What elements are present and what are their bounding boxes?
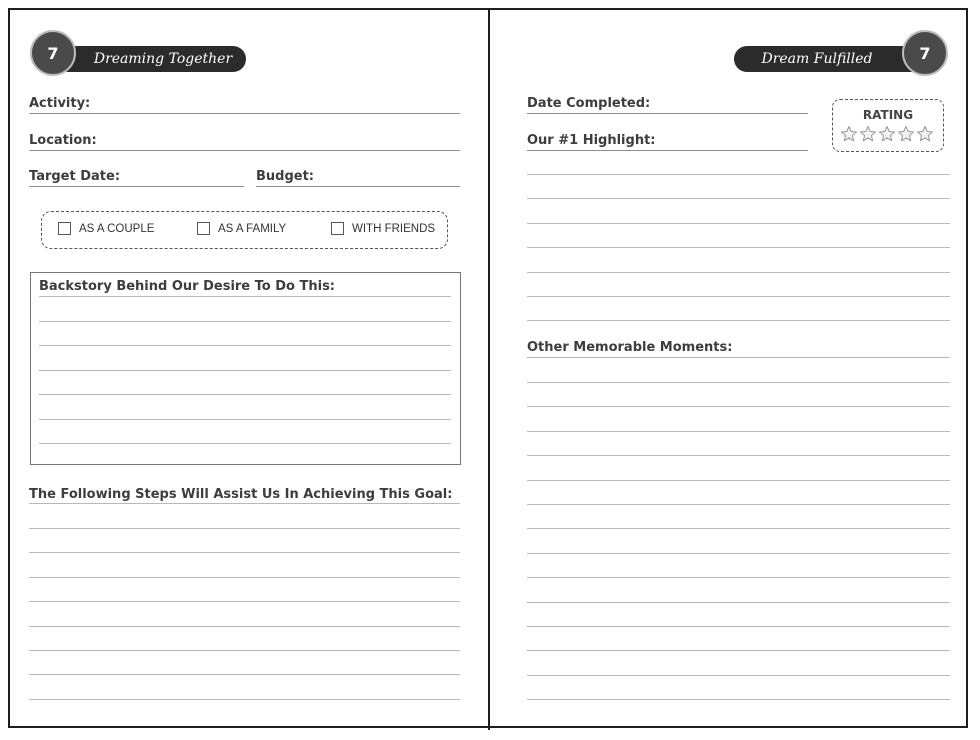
target-date-line[interactable]	[29, 186, 244, 187]
writing-line[interactable]	[29, 528, 460, 529]
writing-line[interactable]	[527, 406, 950, 407]
as-a-family-label: AS A FAMILY	[218, 223, 287, 235]
location-label: Location:	[29, 133, 97, 148]
with-friends-checkbox[interactable]	[331, 222, 344, 235]
left-banner	[66, 46, 246, 72]
writing-line[interactable]	[527, 382, 950, 383]
writing-line[interactable]	[39, 394, 451, 395]
star-icon[interactable]	[859, 125, 877, 143]
writing-line[interactable]	[29, 601, 460, 602]
writing-line[interactable]	[29, 674, 460, 675]
budget-line[interactable]	[256, 186, 460, 187]
left-banner-title: Dreaming Together	[93, 51, 233, 67]
writing-line[interactable]	[527, 296, 950, 297]
writing-line[interactable]	[527, 247, 950, 248]
date-completed-label: Date Completed:	[527, 96, 651, 111]
location-line[interactable]	[29, 150, 460, 151]
writing-line[interactable]	[39, 296, 451, 297]
activity-label: Activity:	[29, 96, 91, 111]
writing-line[interactable]	[527, 577, 950, 578]
writing-line[interactable]	[527, 553, 950, 554]
budget-label: Budget:	[256, 169, 315, 184]
backstory-heading: Backstory Behind Our Desire To Do This:	[39, 279, 336, 294]
highlight-label: Our #1 Highlight:	[527, 133, 656, 148]
right-banner-title: Dream Fulfilled	[761, 51, 873, 67]
writing-line[interactable]	[29, 626, 460, 627]
writing-line[interactable]	[527, 650, 950, 651]
backstory-box	[30, 272, 461, 465]
writing-line[interactable]	[39, 321, 451, 322]
writing-line[interactable]	[29, 650, 460, 651]
date-completed-line[interactable]	[527, 113, 808, 114]
writing-line[interactable]	[527, 504, 950, 505]
writing-line[interactable]	[527, 528, 950, 529]
writing-line[interactable]	[39, 370, 451, 371]
writing-line[interactable]	[527, 357, 950, 358]
rating-title: RATING	[862, 108, 914, 122]
right-page-number: 7	[902, 30, 948, 76]
right-banner	[734, 46, 914, 72]
writing-line[interactable]	[29, 552, 460, 553]
activity-line[interactable]	[29, 113, 460, 114]
left-page-number: 7	[30, 30, 76, 76]
writing-line[interactable]	[527, 174, 950, 175]
writing-line[interactable]	[527, 455, 950, 456]
highlight-line[interactable]	[527, 150, 808, 151]
as-a-couple-label: AS A COUPLE	[79, 223, 155, 235]
with-friends-label: WITH FRIENDS	[352, 223, 436, 235]
target-date-label: Target Date:	[29, 169, 121, 184]
writing-line[interactable]	[39, 345, 451, 346]
writing-line[interactable]	[527, 480, 950, 481]
writing-line[interactable]	[527, 675, 950, 676]
writing-line[interactable]	[29, 577, 460, 578]
star-icon[interactable]	[897, 125, 915, 143]
memorable-heading: Other Memorable Moments:	[527, 340, 733, 355]
writing-line[interactable]	[29, 699, 460, 700]
rating-stars	[840, 125, 934, 143]
writing-line[interactable]	[39, 419, 451, 420]
writing-line[interactable]	[527, 198, 950, 199]
companion-options	[41, 211, 448, 249]
as-a-couple-checkbox[interactable]	[58, 222, 71, 235]
writing-line[interactable]	[527, 223, 950, 224]
star-icon[interactable]	[916, 125, 934, 143]
writing-line[interactable]	[527, 626, 950, 627]
writing-line[interactable]	[527, 272, 950, 273]
writing-line[interactable]	[527, 431, 950, 432]
star-icon[interactable]	[840, 125, 858, 143]
as-a-family-checkbox[interactable]	[197, 222, 210, 235]
writing-line[interactable]	[39, 443, 451, 444]
writing-line[interactable]	[527, 699, 950, 700]
page-divider	[488, 8, 490, 730]
star-icon[interactable]	[878, 125, 896, 143]
steps-heading: The Following Steps Will Assist Us In Achieving This Goal:	[29, 487, 453, 502]
writing-line[interactable]	[29, 503, 460, 504]
rating-box	[832, 99, 944, 152]
writing-line[interactable]	[527, 602, 950, 603]
writing-line[interactable]	[527, 320, 950, 321]
